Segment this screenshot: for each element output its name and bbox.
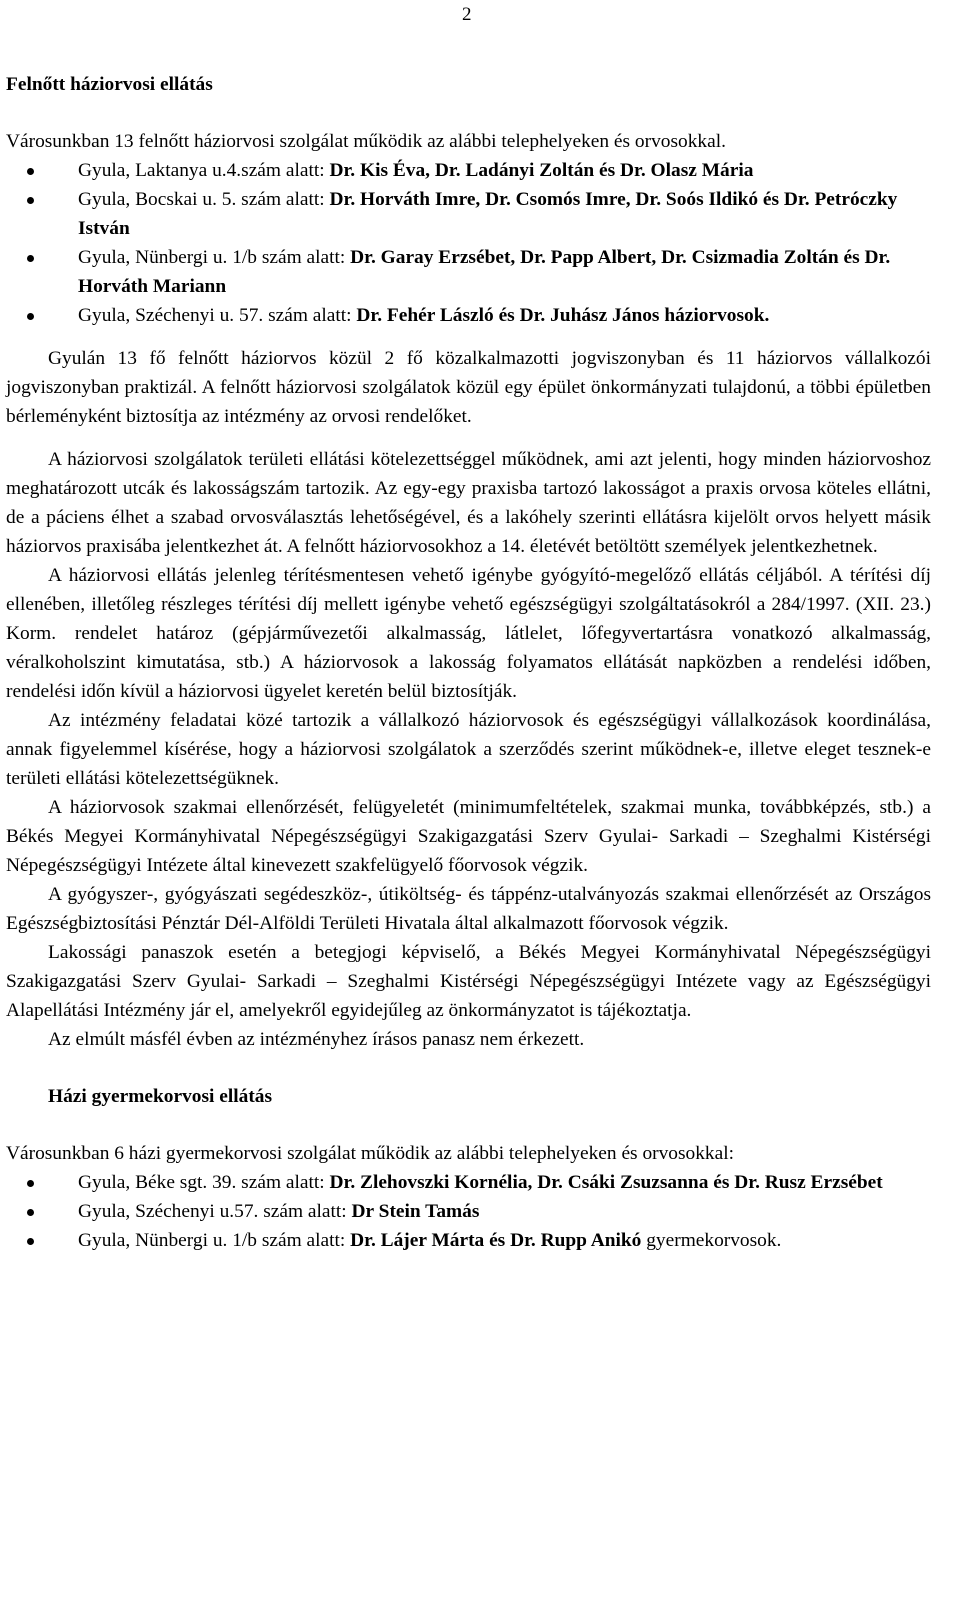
location-doctors: Dr Stein Tamás bbox=[351, 1201, 480, 1222]
paragraph: Az intézmény feladatai közé tartozik a vállalkozó háziorvosok és egészségügyi vállalkozások koordinálása, annak figyelemmel kísérése, hogy a háziorvosi szolgálatok a szerződés szerint működnek-e, illetve eleget tesznek-e területi ellátási kötelezettségüknek. bbox=[6, 710, 931, 789]
list-item bbox=[6, 301, 931, 330]
page-number: 2 bbox=[462, 4, 472, 25]
location-address: Gyula, Széchenyi u.57. szám alatt: bbox=[78, 1201, 352, 1222]
location-address: Gyula, Nünbergi u. 1/b szám alatt: bbox=[78, 1230, 351, 1251]
document-content bbox=[6, 70, 931, 1255]
list-item bbox=[6, 1168, 931, 1197]
bullet-icon bbox=[27, 197, 34, 204]
location-list bbox=[6, 1168, 931, 1255]
section-heading-pediatric: Házi gyermekorvosi ellátás bbox=[48, 1086, 273, 1107]
location-doctors: Dr. Zlehovszki Kornélia, Dr. Csáki Zsuzsanna és Dr. Rusz Erzsébet bbox=[329, 1172, 883, 1193]
list-item bbox=[6, 1226, 931, 1255]
list-item bbox=[6, 243, 931, 301]
paragraph: A háziorvosi szolgálatok területi ellátási kötelezettséggel működnek, ami azt jelenti, hogy minden háziorvoshoz meghatározott utcák és lakosságszám tartozik. Az egy-egy praxisba tartozó lakosságot a praxis orvosa köteles ellátni, de a páciens élhet a szabad orvosválasztás lehetőségével, és a lakóhely szerinti ellátásra kijelölt orvos helyett másik háziorvos praxisába jelentkezhet át. A felnőtt háziorvosokhoz a 14. életévét betöltött személyek jelentkezhetnek. bbox=[6, 449, 931, 557]
section-intro: Városunkban 13 felnőtt háziorvosi szolgálat működik az alábbi telephelyeken és orvosokkal. bbox=[6, 131, 726, 152]
bullet-icon bbox=[27, 313, 34, 320]
location-address: Gyula, Bocskai u. 5. szám alatt: bbox=[78, 189, 330, 210]
list-item bbox=[6, 185, 931, 243]
paragraph: Lakossági panaszok esetén a betegjogi képviselő, a Békés Megyei Kormányhivatal Népegészségügyi Szakigazgatási Szerv Gyulai- Sarkadi – Szeghalmi Kistérségi Népegészségügyi Intézete vagy az Egészségügyi Alapellátási Intézmény jár el, amelyekről egyidejűleg az önkormányzatot is tájékoztatja. bbox=[6, 942, 931, 1021]
location-address: Gyula, Laktanya u.4.szám alatt: bbox=[78, 160, 330, 181]
paragraph: Gyulán 13 fő felnőtt háziorvos közül 2 fő közalkalmazotti jogviszonyban és 11 háziorvos vállalkozói jogviszonyban praktizál. A felnőtt háziorvosi szolgálatok közül egy épület önkormányzati tulajdonú, a többi épületben bérleményként biztosítja az intézmény az orvosi rendelőket. bbox=[6, 348, 931, 427]
paragraph: A gyógyszer-, gyógyászati segédeszköz-, útiköltség- és táppénz-utalványozás szakmai ellenőrzését az Országos Egészségbiztosítási Pénztár Dél-Alföldi Területi Hivatala által alkalmazott főorvosok végzik. bbox=[6, 884, 931, 934]
bullet-icon bbox=[27, 1180, 34, 1187]
paragraph: A háziorvosi ellátás jelenleg térítésmentesen vehető igénybe gyógyító-megelőző ellátás céljából. A térítési díj ellenében, illetőleg részleges térítési díj mellett igénybe vehető egészségügyi szolgáltatásokról a 284/1997. (XII. 23.) Korm. rendelet határoz (gépjárművezetői alkalmasság, látlelet, lőfegyvertartásra vonatkozó alkalmasság, véralkoholszint kimutatása, stb.) A háziorvosok a lakosság folyamatos ellátását napközben a rendelési időben, rendelési időn kívül a háziorvosi ügyelet keretén belül biztosítják. bbox=[6, 565, 931, 702]
location-doctors: Dr. Lájer Márta és Dr. Rupp Anikó bbox=[350, 1230, 642, 1251]
section-intro: Városunkban 6 házi gyermekorvosi szolgálat működik az alábbi telephelyeken és orvosokkal: bbox=[6, 1143, 735, 1164]
bullet-icon bbox=[27, 168, 34, 175]
list-item bbox=[6, 1197, 931, 1226]
location-suffix: gyermekorvosok. bbox=[641, 1230, 782, 1251]
paragraph: Az elmúlt másfél évben az intézményhez írásos panasz nem érkezett. bbox=[48, 1029, 585, 1050]
location-doctors: Dr. Garay Erzsébet, Dr. Papp Albert, Dr. Csizmadia Zoltán és Dr. Horváth Mariann bbox=[78, 247, 891, 297]
location-list bbox=[6, 156, 931, 330]
paragraph: A háziorvosok szakmai ellenőrzését, felügyeletét (minimumfeltételek, szakmai munka, továbbképzés, stb.) a Békés Megyei Kormányhivatal Népegészségügyi Szakigazgatási Szerv Gyulai- Sarkadi – Szeghalmi Kistérségi Népegészségügyi Intézete által kinevezett szakfelügyelő főorvosok végzik. bbox=[6, 797, 931, 876]
location-address: Gyula, Nünbergi u. 1/b szám alatt: bbox=[78, 247, 351, 268]
list-item bbox=[6, 156, 931, 185]
location-doctors: Dr. Horváth Imre, Dr. Csomós Imre, Dr. Soós Ildikó és Dr. Petróczky István bbox=[78, 189, 898, 239]
location-address: Gyula, Széchenyi u. 57. szám alatt: bbox=[78, 305, 357, 326]
location-doctors: Dr. Kis Éva, Dr. Ladányi Zoltán és Dr. Olasz Mária bbox=[329, 160, 754, 181]
location-address: Gyula, Béke sgt. 39. szám alatt: bbox=[78, 1172, 330, 1193]
bullet-icon bbox=[27, 1209, 34, 1216]
bullet-icon bbox=[27, 1238, 34, 1245]
location-doctors: Dr. Fehér László és Dr. Juhász János háziorvosok. bbox=[356, 305, 770, 326]
bullet-icon bbox=[27, 255, 34, 262]
section-heading-adult-gp: Felnőtt háziorvosi ellátás bbox=[6, 74, 213, 95]
